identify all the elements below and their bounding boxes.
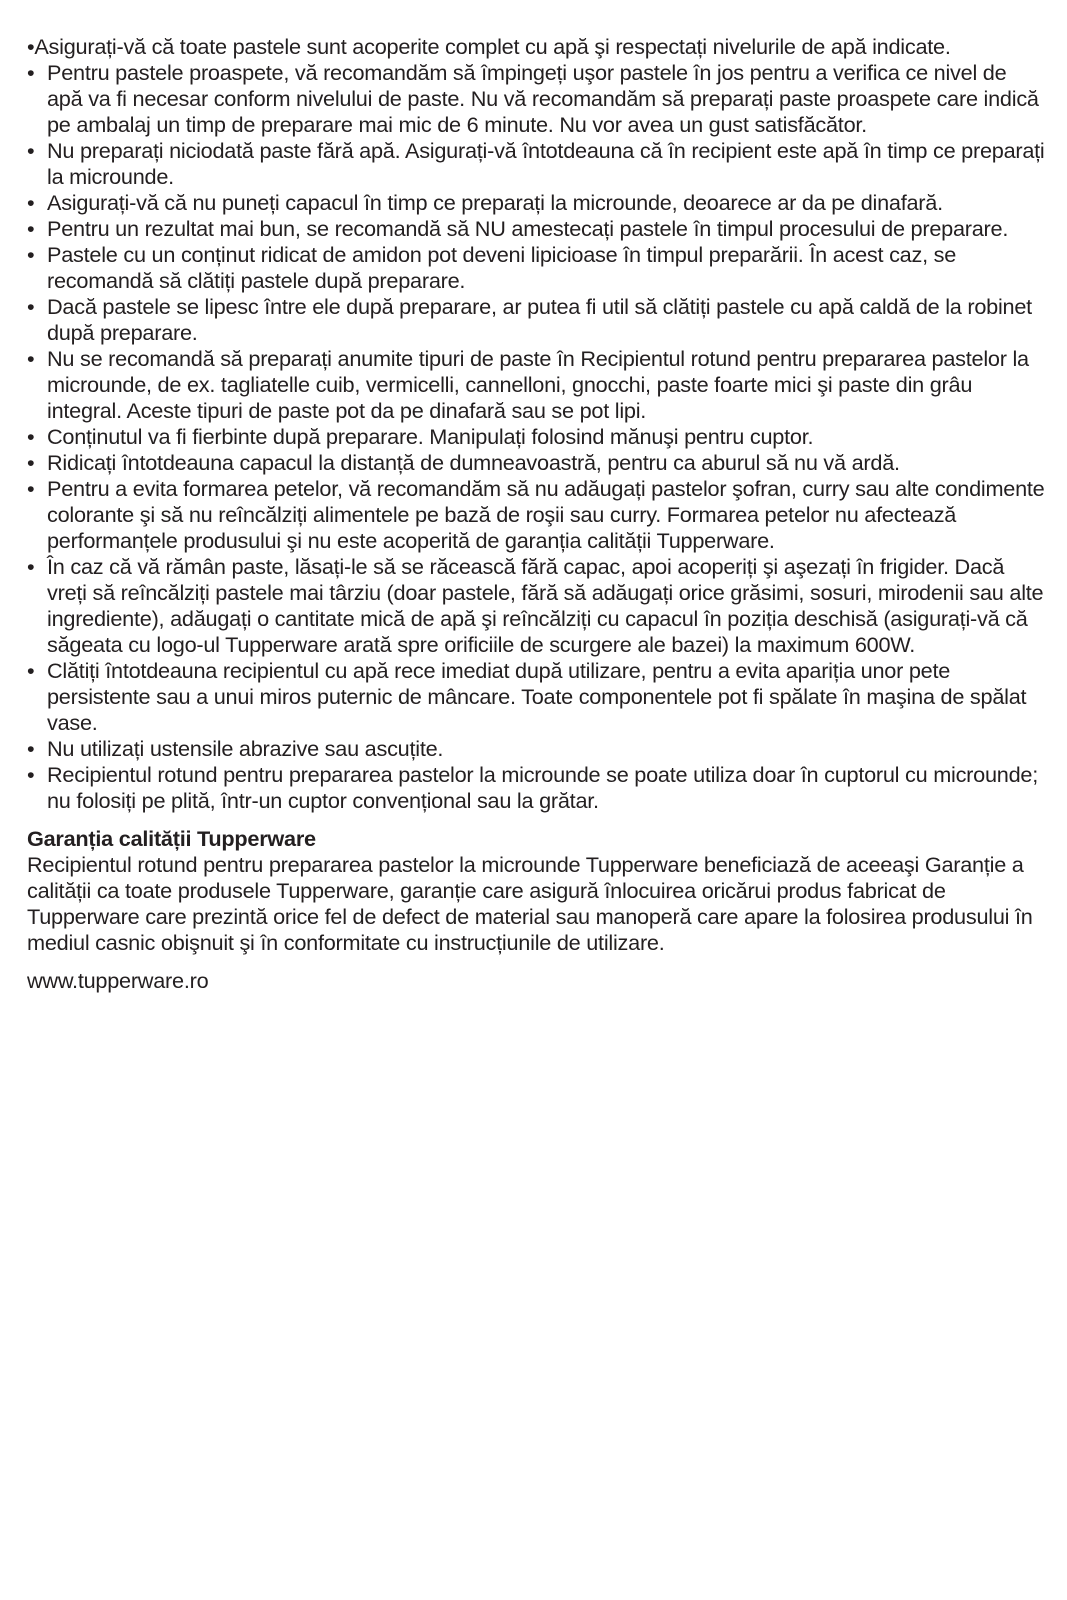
list-item-text: Conținutul va fi fierbinte după preparare. Manipulați folosind mănuşi pentru cuptor. <box>47 424 814 449</box>
list-item-text: Nu preparați niciodată paste fără apă. Asigurați-vă întotdeauna că în recipient este apă în timp ce preparați la microunde. <box>47 138 1045 189</box>
list-item-text: Ridicați întotdeauna capacul la distanță de dumneavoastră, pentru ca aburul să nu vă ardă. <box>47 450 900 475</box>
list-item <box>27 60 1047 138</box>
bullet-icon: • <box>27 294 35 319</box>
instructions-page <box>27 34 1047 994</box>
first-instruction-item: •Asigurați-vă că toate pastele sunt acoperite complet cu apă şi respectați nivelurile de apă indicate. <box>27 34 951 59</box>
list-item-text: Asigurați-vă că nu puneți capacul în timp ce preparați la microunde, deoarece ar da pe dinafară. <box>47 190 943 215</box>
list-item <box>27 138 1047 190</box>
bullet-icon: • <box>27 476 35 501</box>
bullet-icon: • <box>27 762 35 787</box>
bullet-icon: • <box>27 242 35 267</box>
list-item-text: Recipientul rotund pentru prepararea pastelor la microunde se poate utiliza doar în cuptorul cu microunde; nu folosiți pe plită, într-un cuptor convențional sau la grătar. <box>47 762 1038 813</box>
bullet-icon: • <box>27 736 35 761</box>
list-item <box>27 554 1047 658</box>
bullet-icon: • <box>27 346 35 371</box>
website-url: www.tupperware.ro <box>27 968 209 993</box>
list-item-text: Dacă pastele se lipesc între ele după preparare, ar putea fi util să clătiți pastele cu apă caldă de la robinet după preparare. <box>47 294 1032 345</box>
list-item <box>27 216 1047 242</box>
list-item-text: Clătiți întotdeauna recipientul cu apă rece imediat după utilizare, pentru a evita apariția unor pete persistente sau a unui miros puternic de mâncare. Toate componentele pot fi spălate în maşina de spălat vase. <box>47 658 1027 735</box>
list-item <box>27 294 1047 346</box>
bullet-icon: • <box>27 138 35 163</box>
bullet-icon: • <box>27 424 35 449</box>
bullet-icon: • <box>27 450 35 475</box>
list-item <box>27 346 1047 424</box>
list-item <box>27 424 1047 450</box>
bullet-icon: • <box>27 60 35 85</box>
list-item-text: Pentru pastele proaspete, vă recomandăm să împingeți uşor pastele în jos pentru a verifica ce nivel de apă va fi necesar conform nivelului de paste. Nu vă recomandăm să preparați paste proaspete care indică pe ambalaj un timp de preparare mai mic de 6 minute. Nu vor avea un gust satisfăcător. <box>47 60 1039 137</box>
list-item <box>27 658 1047 736</box>
list-item-text: Pentru a evita formarea petelor, vă recomandăm să nu adăugați pastelor şofran, curry sau alte condimente colorante şi să nu reîncălziți alimentele pe bază de roşii sau curry. Formarea petelor nu afectează performanțele produsului şi nu este acoperită de garanția calității Tupperware. <box>47 476 1045 553</box>
list-item-text: Nu utilizați ustensile abrazive sau ascuțite. <box>47 736 444 761</box>
list-item <box>27 190 1047 216</box>
bullet-icon: • <box>27 216 35 241</box>
bullet-icon: • <box>27 658 35 683</box>
list-item <box>27 476 1047 554</box>
list-item <box>27 242 1047 294</box>
instruction-list <box>27 60 1047 814</box>
guarantee-body: Recipientul rotund pentru prepararea pastelor la microunde Tupperware beneficiază de aceeaşi Garanție a calității ca toate produsele Tupperware, garanție care asigură înlocuirea oricărui produs fabricat de Tupperware care prezintă orice fel de defect de material sau manoperă care apare la folosirea produsului în mediul casnic obişnuit şi în conformitate cu instrucțiunile de utilizare. <box>27 852 1033 955</box>
list-item <box>27 736 1047 762</box>
list-item <box>27 450 1047 476</box>
bullet-icon: • <box>27 554 35 579</box>
list-item-text: Pastele cu un conținut ridicat de amidon pot deveni lipicioase în timpul preparării. În acest caz, se recomandă să clătiți pastele după preparare. <box>47 242 957 293</box>
list-item-text: Pentru un rezultat mai bun, se recomandă să NU amestecați pastele în timpul procesului de preparare. <box>47 216 1009 241</box>
bullet-icon: • <box>27 190 35 215</box>
guarantee-title: Garanția calității Tupperware <box>27 826 316 851</box>
list-item <box>27 762 1047 814</box>
list-item-text: În caz că vă rămân paste, lăsați-le să se răcească fără capac, apoi acoperiți şi aşezați în frigider. Dacă vreți să reîncălziți pastele mai târziu (doar pastele, fără să adăugați orice grăsimi, sosuri, mirodenii sau alte ingrediente), adăugați o cantitate mică de apă şi reîncălziți cu capacul în poziția deschisă (asigurați-vă că săgeata cu logo-ul Tupperware arată spre orificiile de scurgere ale bazei) la maximum 600W. <box>47 554 1044 657</box>
list-item-text: Nu se recomandă să preparați anumite tipuri de paste în Recipientul rotund pentru prepararea pastelor la microunde, de ex. tagliatelle cuib, vermicelli, cannelloni, gnocchi, paste foarte mici şi paste din grâu integral. Aceste tipuri de paste pot da pe dinafară sau se pot lipi. <box>47 346 1029 423</box>
